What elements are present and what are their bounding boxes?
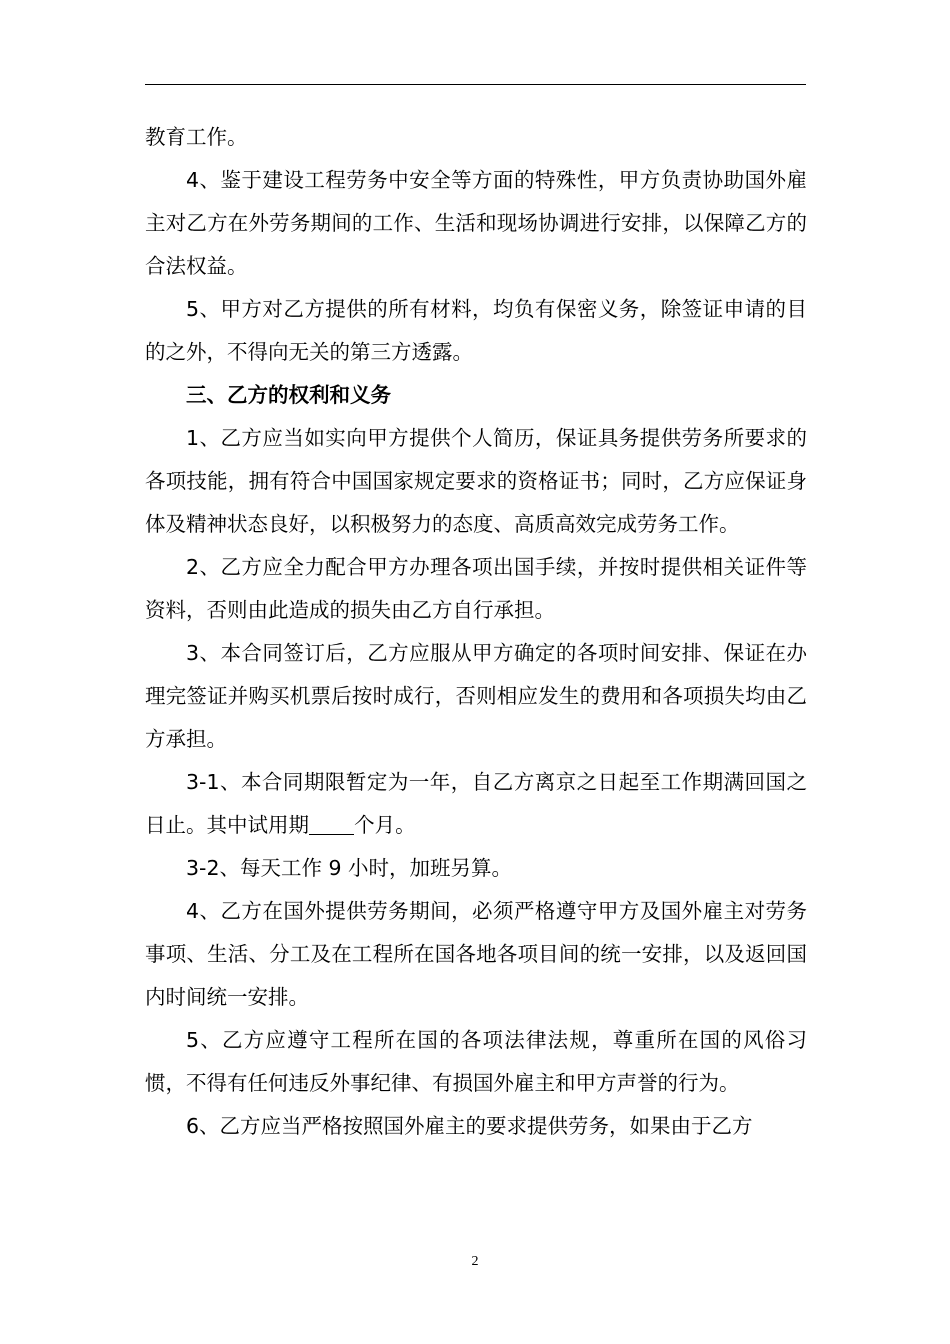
paragraph-clause-4b: 4、乙方在国外提供劳务期间，必须严格遵守甲方及国外雇主对劳务事项、生活、分工及在工程所在国各地各项目间的统一安排，以及返回国内时间统一安排。 xyxy=(145,899,807,1009)
paragraph-clause-1: 1、乙方应当如实向甲方提供个人简历，保证具务提供劳务所要求的各项技能，拥有符合中国国家规定要求的资格证书；同时，乙方应保证身体及精神状态良好，以积极努力的态度、高质高效完成劳务工作。 xyxy=(145,426,807,536)
page-number: 2 xyxy=(471,1254,479,1269)
paragraph-clause-4: 4、鉴于建设工程劳务中安全等方面的特殊性，甲方负责协助国外雇主对乙方在外劳务期间的工作、生活和现场协调进行安排，以保障乙方的合法权益。 xyxy=(145,168,807,278)
paragraph-clause-2: 2、乙方应全力配合甲方办理各项出国手续，并按时提供相关证件等资料，否则由此造成的损失由乙方自行承担。 xyxy=(145,555,807,622)
clause-3-1-suffix: 个月。 xyxy=(354,813,416,837)
document-body xyxy=(145,116,807,1148)
paragraph-clause-5: 5、甲方对乙方提供的所有材料，均负有保密义务，除签证申请的目的之外，不得向无关的第三方透露。 xyxy=(145,297,807,364)
paragraph-clause-6: 6、乙方应当严格按照国外雇主的要求提供劳务，如果由于乙方 xyxy=(186,1114,753,1138)
clause-3-1-text: 3-1、本合同期限暂定为一年，自乙方离京之日起至工作期满回国之日止。其中试用期 xyxy=(145,770,807,837)
paragraph-continuation: 教育工作。 xyxy=(145,125,248,149)
paragraph-clause-3-2: 3-2、每天工作 9 小时，加班另算。 xyxy=(186,856,513,880)
paragraph-clause-5b: 5、乙方应遵守工程所在国的各项法律法规，尊重所在国的风俗习惯，不得有任何违反外事纪律、有损国外雇主和甲方声誉的行为。 xyxy=(145,1028,807,1095)
probation-blank-field xyxy=(309,814,354,836)
section-heading: 三、乙方的权利和义务 xyxy=(186,383,391,407)
header-rule xyxy=(145,84,806,85)
paragraph-clause-3-1 xyxy=(145,761,807,847)
paragraph-clause-3: 3、本合同签订后，乙方应服从甲方确定的各项时间安排、保证在办理完签证并购买机票后按时成行，否则相应发生的费用和各项损失均由乙方承担。 xyxy=(145,641,807,751)
